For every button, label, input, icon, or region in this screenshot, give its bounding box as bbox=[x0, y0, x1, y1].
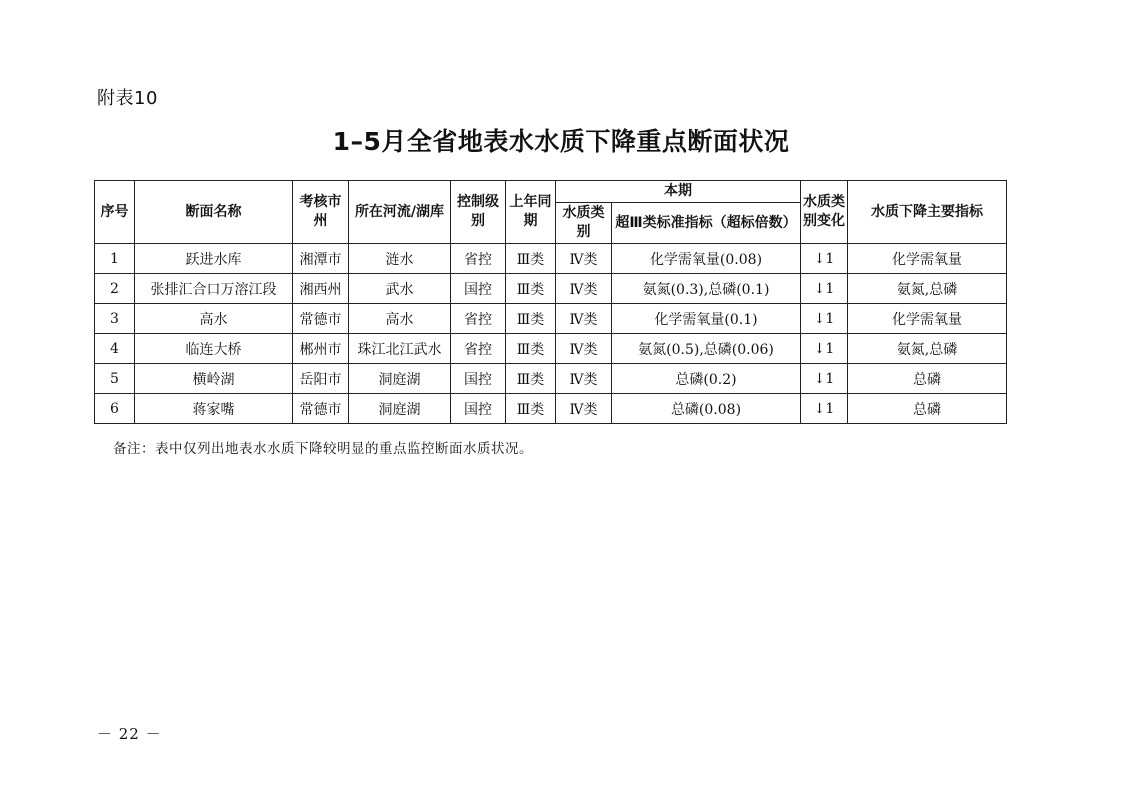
cell-main-indicator: 化学需氧量 bbox=[848, 244, 1007, 274]
header-city: 考核市州 bbox=[293, 181, 349, 244]
cell-control-level: 国控 bbox=[451, 274, 506, 304]
table-row bbox=[95, 304, 1007, 334]
table-footnote: 备注：表中仅列出地表水水质下降较明显的重点监控断面水质状况。 bbox=[113, 441, 533, 457]
cell-control-level: 省控 bbox=[451, 334, 506, 364]
page-number: － 22 － bbox=[97, 725, 162, 743]
table-row bbox=[95, 244, 1007, 274]
cell-seq: 6 bbox=[95, 394, 135, 424]
cell-control-level: 省控 bbox=[451, 304, 506, 334]
cell-last-year: Ⅲ类 bbox=[506, 274, 556, 304]
cell-current-class: Ⅳ类 bbox=[556, 274, 612, 304]
cell-control-level: 国控 bbox=[451, 394, 506, 424]
cell-control-level: 省控 bbox=[451, 244, 506, 274]
cell-river: 珠江北江武水 bbox=[349, 334, 451, 364]
appendix-label: 附表10 bbox=[97, 88, 158, 109]
header-river: 所在河流/湖库 bbox=[349, 181, 451, 244]
table-row bbox=[95, 334, 1007, 364]
cell-control-level: 国控 bbox=[451, 364, 506, 394]
cell-exceed-indicator: 总磷(0.2) bbox=[612, 364, 801, 394]
header-class-change: 水质类别变化 bbox=[801, 181, 848, 244]
table-header-row bbox=[95, 181, 1007, 203]
cell-class-change: ↓1 bbox=[801, 334, 848, 364]
header-control-level: 控制级别 bbox=[451, 181, 506, 244]
cell-current-class: Ⅳ类 bbox=[556, 334, 612, 364]
header-last-year: 上年同期 bbox=[506, 181, 556, 244]
cell-section-name: 临连大桥 bbox=[135, 334, 293, 364]
cell-last-year: Ⅲ类 bbox=[506, 334, 556, 364]
cell-class-change: ↓1 bbox=[801, 394, 848, 424]
cell-city: 常德市 bbox=[293, 394, 349, 424]
cell-main-indicator: 总磷 bbox=[848, 394, 1007, 424]
cell-main-indicator: 氨氮,总磷 bbox=[848, 334, 1007, 364]
cell-exceed-indicator: 化学需氧量(0.08) bbox=[612, 244, 801, 274]
cell-seq: 5 bbox=[95, 364, 135, 394]
cell-city: 湘潭市 bbox=[293, 244, 349, 274]
table-row bbox=[95, 274, 1007, 304]
cell-section-name: 高水 bbox=[135, 304, 293, 334]
cell-current-class: Ⅳ类 bbox=[556, 364, 612, 394]
cell-river: 洞庭湖 bbox=[349, 364, 451, 394]
cell-last-year: Ⅲ类 bbox=[506, 364, 556, 394]
cell-class-change: ↓1 bbox=[801, 304, 848, 334]
cell-seq: 1 bbox=[95, 244, 135, 274]
header-section-name: 断面名称 bbox=[135, 181, 293, 244]
cell-last-year: Ⅲ类 bbox=[506, 244, 556, 274]
cell-city: 郴州市 bbox=[293, 334, 349, 364]
water-quality-table bbox=[94, 180, 1007, 424]
header-main-indicator: 水质下降主要指标 bbox=[848, 181, 1007, 244]
cell-last-year: Ⅲ类 bbox=[506, 304, 556, 334]
cell-main-indicator: 总磷 bbox=[848, 364, 1007, 394]
cell-current-class: Ⅳ类 bbox=[556, 304, 612, 334]
cell-city: 常德市 bbox=[293, 304, 349, 334]
cell-class-change: ↓1 bbox=[801, 244, 848, 274]
cell-exceed-indicator: 总磷(0.08) bbox=[612, 394, 801, 424]
cell-section-name: 张排汇合口万溶江段 bbox=[135, 274, 293, 304]
cell-seq: 4 bbox=[95, 334, 135, 364]
table-row bbox=[95, 394, 1007, 424]
cell-section-name: 跃进水库 bbox=[135, 244, 293, 274]
header-seq: 序号 bbox=[95, 181, 135, 244]
header-exceed-indicator: 超Ⅲ类标准指标（超标倍数） bbox=[612, 203, 801, 244]
cell-exceed-indicator: 氨氮(0.3),总磷(0.1) bbox=[612, 274, 801, 304]
cell-main-indicator: 化学需氧量 bbox=[848, 304, 1007, 334]
cell-city: 湘西州 bbox=[293, 274, 349, 304]
cell-exceed-indicator: 化学需氧量(0.1) bbox=[612, 304, 801, 334]
cell-section-name: 蒋家嘴 bbox=[135, 394, 293, 424]
cell-last-year: Ⅲ类 bbox=[506, 394, 556, 424]
cell-river: 涟水 bbox=[349, 244, 451, 274]
page-title: 1–5月全省地表水水质下降重点断面状况 bbox=[332, 127, 790, 156]
cell-river: 高水 bbox=[349, 304, 451, 334]
cell-exceed-indicator: 氨氮(0.5),总磷(0.06) bbox=[612, 334, 801, 364]
header-current-period: 本期 bbox=[556, 181, 801, 203]
cell-seq: 2 bbox=[95, 274, 135, 304]
cell-current-class: Ⅳ类 bbox=[556, 394, 612, 424]
cell-class-change: ↓1 bbox=[801, 274, 848, 304]
cell-seq: 3 bbox=[95, 304, 135, 334]
cell-river: 洞庭湖 bbox=[349, 394, 451, 424]
cell-river: 武水 bbox=[349, 274, 451, 304]
cell-current-class: Ⅳ类 bbox=[556, 244, 612, 274]
cell-class-change: ↓1 bbox=[801, 364, 848, 394]
cell-city: 岳阳市 bbox=[293, 364, 349, 394]
header-current-class: 水质类别 bbox=[556, 203, 612, 244]
table-row bbox=[95, 364, 1007, 394]
cell-main-indicator: 氨氮,总磷 bbox=[848, 274, 1007, 304]
cell-section-name: 横岭湖 bbox=[135, 364, 293, 394]
